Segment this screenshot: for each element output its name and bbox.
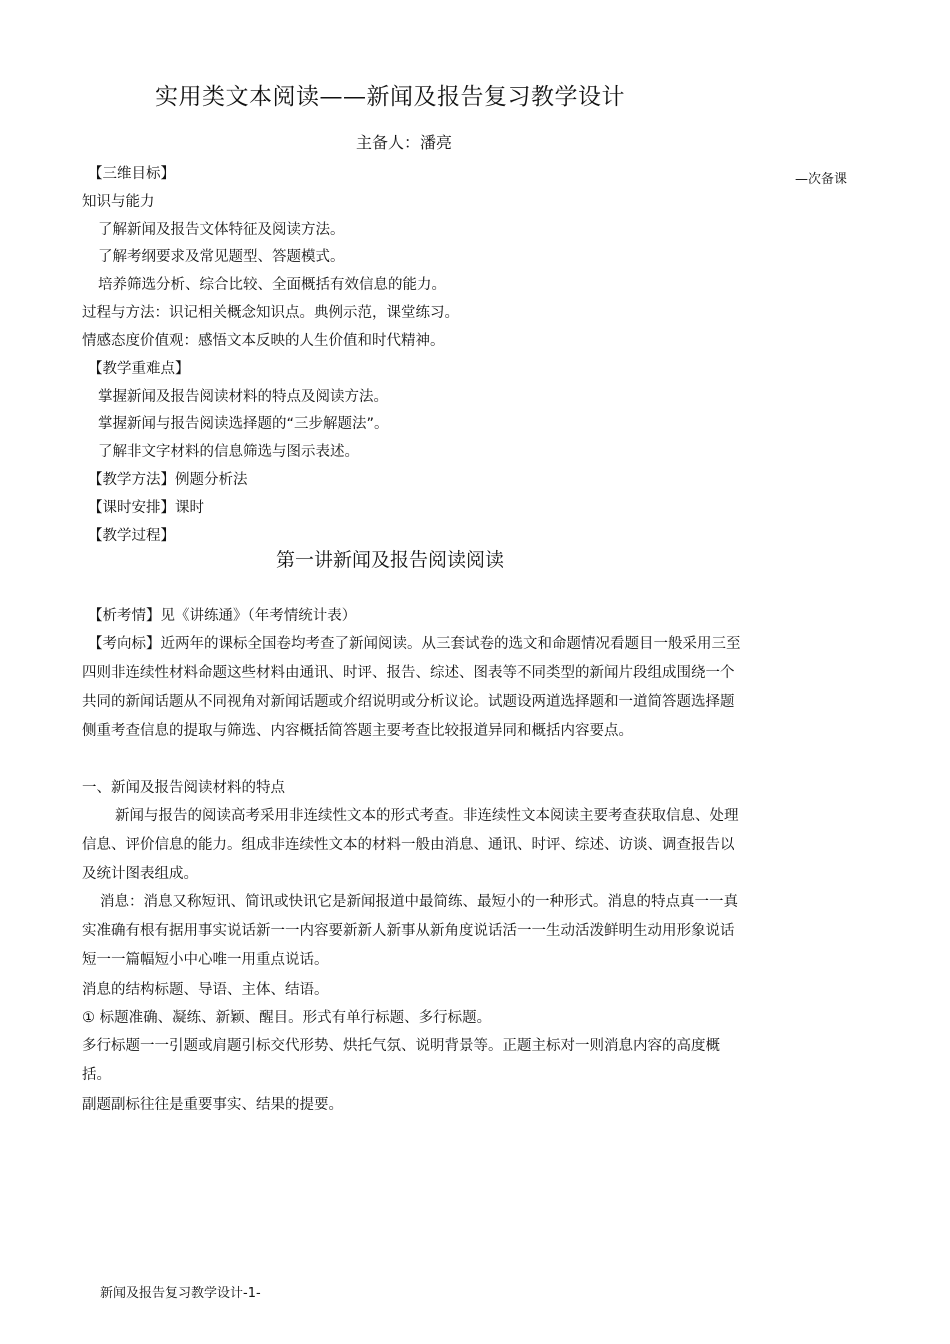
emotion-values-line: 情感态度价值观：感悟文本反映的人生价值和时代精神。: [82, 333, 445, 349]
method-line: 【教学方法】例题分析法: [88, 472, 248, 488]
preparer-line: 主备人：潘亮: [356, 133, 453, 152]
structure-line: 消息的结构标题、导语、主体、结语。: [82, 982, 329, 998]
knowledge-item: 培养筛选分析、综合比较、全面概括有效信息的能力。: [98, 277, 446, 293]
section1-paragraph: 新闻与报告的阅读高考采用非连续性文本的形式考查。非连续性文本阅读主要考查获取信息、处理信息、评价信息的能力。组成非连续性文本的材料一般由消息、通讯、时评、综述、访谈、调查报告以及统计图表组成。: [82, 808, 739, 882]
keypoint-item: 了解非文字材料的信息筛选与图示表述。: [98, 444, 359, 460]
knowledge-heading: 知识与能力: [82, 194, 155, 210]
process-heading: 【教学过程】: [88, 528, 175, 544]
schedule-line: 【课时安排】课时: [88, 500, 204, 516]
section1-heading: 一、新闻及报告阅读材料的特点: [82, 780, 285, 796]
process-method-line: 过程与方法：识记相关概念知识点。典例示范，课堂练习。: [82, 305, 459, 321]
keypoint-item: 掌握新闻及报告阅读材料的特点及阅读方法。: [98, 389, 388, 405]
multi-title-paragraph: 多行标题一一引题或肩题引标交代形势、烘托气氛、说明背景等。正题主标对一则消息内容的高度概括。: [82, 1038, 720, 1083]
keypoints-heading: 【教学重难点】: [88, 361, 190, 377]
knowledge-item: 了解考纲要求及常见题型、答题模式。: [98, 249, 345, 265]
knowledge-item: 了解新闻及报告文体特征及阅读方法。: [98, 222, 345, 238]
exam-analysis-line: 【析考情】见《讲练通》（年考情统计表）: [88, 608, 357, 624]
subtitle-line: 副题副标往往是重要事实、结果的提要。: [82, 1097, 343, 1113]
document-title: 实用类文本阅读——新闻及报告复习教学设计: [155, 84, 625, 110]
goals-heading: 【三维目标】: [88, 166, 175, 182]
exam-direction-paragraph: 【考向标】近两年的课标全国卷均考查了新闻阅读。从三套试卷的选文和命题情况看题目一般采用三至四则非连续性材料命题这些材料由通讯、时评、报告、综述、图表等不同类型的新闻片段组成围绕一个共同的新闻话题从不同视角对新闻话题或介绍说明或分析议论。试题设两道选择题和一道简答题选择题侧重考查信息的提取与筛选、内容概括简答题主要考查比较报道异同和概括内容要点。: [82, 636, 741, 739]
keypoint-item: 掌握新闻与报告阅读选择题的“三步解题法”。: [98, 416, 389, 432]
lecture-title: 第一讲新闻及报告阅读阅读: [276, 549, 505, 571]
news-paragraph: 消息：消息又称短讯、简讯或快讯它是新闻报道中最简练、最短小的一种形式。消息的特点真一一真实准确有根有据用事实说话新一一内容要新新人新事从新角度说话活一一生动活泼鲜明生动用形象说话短一一篇幅短小中心唯一用重点说话。: [82, 894, 738, 968]
page-footer: 新闻及报告复习教学设计-1-: [100, 1286, 261, 1301]
item1-line: ① 标题准确、凝练、新颖、醒目。形式有单行标题、多行标题。: [82, 1010, 492, 1026]
corner-note: —次备课: [795, 172, 848, 187]
